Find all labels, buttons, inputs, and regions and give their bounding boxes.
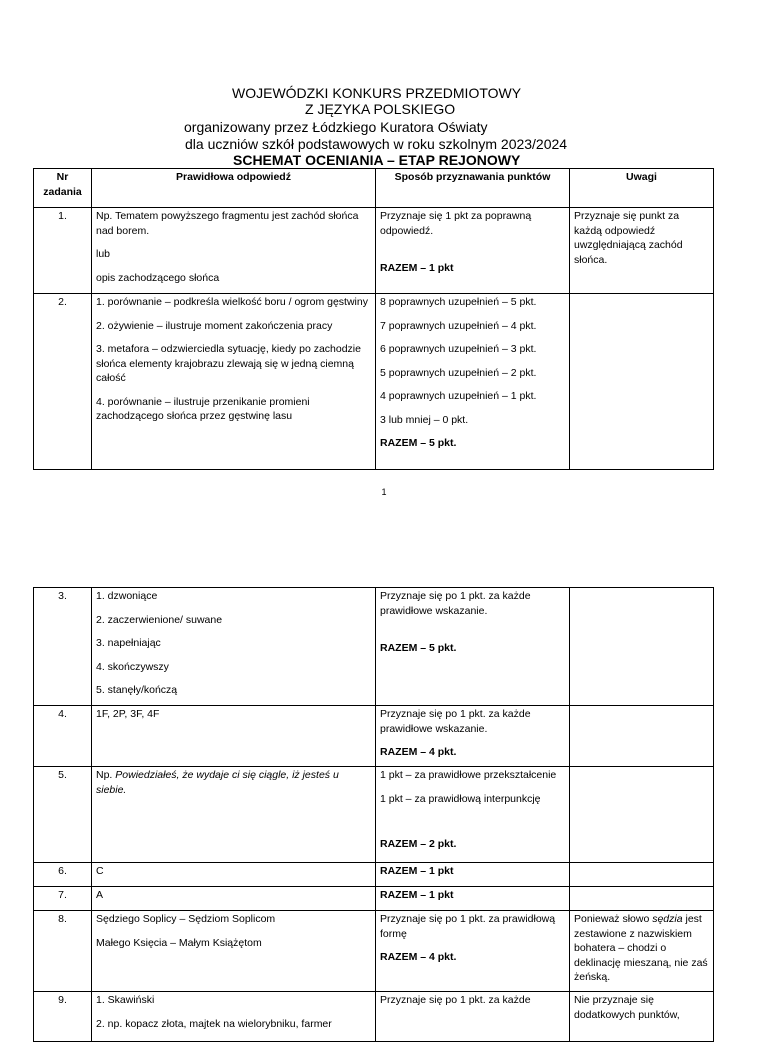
answer-cell — [92, 588, 376, 706]
col-header-nr: Nr zadania — [34, 169, 92, 208]
answer-text: opis zachodzącego słońca — [96, 271, 220, 284]
points-text: 1 pkt – za prawidłowe przekształcenie — [380, 769, 557, 781]
table-row — [34, 767, 714, 863]
table-row — [34, 887, 714, 911]
table-row — [34, 208, 714, 294]
answer-cell — [92, 911, 376, 992]
answer-text: 2. zaczerwienione/ suwane — [96, 613, 223, 626]
answer-text: Sędziego Soplicy – Sędziom Soplicom — [96, 913, 276, 925]
notes-cell: Nie przyznaje się dodatkowych punktów, — [570, 992, 714, 1042]
answer-prefix: Np. — [96, 769, 116, 781]
answer-cell: C — [92, 863, 376, 887]
points-text: Przyznaje się po 1 pkt. za każde prawidłowe wskazanie. — [380, 708, 531, 735]
task-number: 4. — [34, 706, 92, 767]
points-total: RAZEM – 1 pkt — [380, 262, 454, 274]
table-row — [34, 706, 714, 767]
answer-text: 1. Skawiński — [96, 994, 155, 1006]
points-text: Przyznaje się po 1 pkt. za każde — [380, 994, 531, 1006]
answer-cell — [92, 208, 376, 294]
notes-cell — [570, 887, 714, 911]
answer-cell — [92, 992, 376, 1042]
points-text: 8 poprawnych uzupełnień – 5 pkt. — [380, 296, 537, 308]
scoring-table-page-2 — [33, 587, 714, 1042]
notes-cell — [570, 588, 714, 706]
table-header-row — [34, 169, 714, 208]
points-text: 5 poprawnych uzupełnień – 2 pkt. — [380, 366, 537, 379]
header-line-1: WOJEWÓDZKI KONKURS PRZEDMIOTOWY — [232, 85, 522, 101]
col-header-points: Sposób przyznawania punktów — [376, 169, 570, 208]
points-total: RAZEM – 1 pkt — [376, 863, 570, 887]
task-number: 6. — [34, 863, 92, 887]
notes-cell — [570, 706, 714, 767]
answer-cell — [92, 767, 376, 863]
answer-text: 2. ożywienie – ilustruje moment zakończenia pracy — [96, 319, 333, 332]
header-title: SCHEMAT OCENIANIA – ETAP REJONOWY — [233, 152, 521, 168]
points-text: Przyznaje się po 1 pkt. za każde prawidłowe wskazanie. — [380, 590, 531, 617]
notes-cell — [570, 863, 714, 887]
points-total: RAZEM – 4 pkt. — [380, 951, 457, 963]
answer-text: Małego Księcia – Małym Książętom — [96, 936, 262, 949]
points-text: 7 poprawnych uzupełnień – 4 pkt. — [380, 319, 537, 332]
points-text: 1 pkt – za prawidłową interpunkcję — [380, 792, 541, 805]
points-text: 6 poprawnych uzupełnień – 3 pkt. — [380, 343, 537, 355]
notes-italic: sędzia — [652, 913, 683, 925]
answer-text: 4. porównanie – ilustruje przenikanie promieni zachodzącego słońca przez gęstwinę lasu — [96, 395, 310, 422]
answer-text: 3. metafora – odzwierciedla sytuację, kiedy po zachodzie słońca elementy krajobrazu zlewają się w jedną ciemną całość — [96, 343, 361, 384]
task-number: 1. — [34, 208, 92, 294]
notes-text: Ponieważ słowo — [574, 913, 653, 925]
points-total: RAZEM – 5 pkt. — [380, 437, 457, 449]
page-number: 1 — [381, 487, 387, 497]
answer-italic: Powiedziałeś, że wydaje ci się ciągle, iż jesteś u siebie. — [96, 769, 339, 796]
answer-text: 3. napełniając — [96, 637, 161, 649]
points-total: RAZEM – 1 pkt — [376, 887, 570, 911]
answer-text — [96, 768, 371, 797]
answer-text: 5. stanęły/kończą — [96, 684, 178, 696]
task-number: 7. — [34, 887, 92, 911]
points-total: RAZEM – 2 pkt. — [380, 838, 457, 850]
col-header-answer: Prawidłowa odpowiedź — [92, 169, 376, 208]
task-number: 2. — [34, 294, 92, 470]
answer-text: 1. dzwoniące — [96, 590, 158, 602]
points-cell — [376, 588, 570, 706]
answer-cell: A — [92, 887, 376, 911]
col-header-notes: Uwagi — [570, 169, 714, 208]
points-cell — [376, 911, 570, 992]
table-row — [34, 992, 714, 1042]
task-number: 9. — [34, 992, 92, 1042]
answer-text: 1F, 2P, 3F, 4F — [96, 708, 160, 720]
answer-cell — [92, 706, 376, 767]
points-cell — [376, 208, 570, 294]
notes-cell — [570, 767, 714, 863]
points-text: 4 poprawnych uzupełnień – 1 pkt. — [380, 390, 537, 402]
task-number: 3. — [34, 588, 92, 706]
points-text: Przyznaje się 1 pkt za poprawną odpowiedź. — [380, 210, 532, 237]
table-row — [34, 588, 714, 706]
points-text: 3 lub mniej – 0 pkt. — [380, 413, 469, 426]
answer-text: 4. skończywszy — [96, 660, 169, 673]
answer-text: 1. porównanie – podkreśla wielkość boru / ogrom gęstwiny — [96, 296, 368, 308]
points-cell — [376, 294, 570, 470]
table-row — [34, 911, 714, 992]
header-line-3: organizowany przez Łódzkiego Kuratora Oświaty — [184, 119, 488, 135]
points-total: RAZEM – 4 pkt. — [380, 746, 457, 758]
answer-text: 2. np. kopacz złota, majtek na wielorybniku, farmer — [96, 1017, 332, 1030]
notes-cell: Przyznaje się punkt za każdą odpowiedź uwzględniającą zachód słońca. — [570, 208, 714, 294]
scoring-table-page-1 — [33, 168, 714, 470]
notes-text: jest zestawione z nazwiskiem bohatera – chodzi o deklinację mieszaną, nie zaś żeńską. — [574, 913, 708, 983]
task-number: 5. — [34, 767, 92, 863]
answer-cell — [92, 294, 376, 470]
answer-text: lub — [96, 248, 111, 260]
notes-cell — [570, 911, 714, 992]
points-total: RAZEM – 5 pkt. — [380, 642, 457, 654]
header-line-4: dla uczniów szkół podstawowych w roku szkolnym 2023/2024 — [185, 136, 568, 152]
points-cell — [376, 992, 570, 1042]
header-line-2: Z JĘZYKA POLSKIEGO — [305, 101, 456, 117]
points-text: Przyznaje się po 1 pkt. za prawidłową formę — [380, 913, 556, 940]
points-cell — [376, 706, 570, 767]
task-number: 8. — [34, 911, 92, 992]
table-row — [34, 863, 714, 887]
notes-cell — [570, 294, 714, 470]
answer-text: Np. Tematem powyższego fragmentu jest zachód słońca nad borem. — [96, 210, 359, 237]
table-row — [34, 294, 714, 470]
points-cell — [376, 767, 570, 863]
